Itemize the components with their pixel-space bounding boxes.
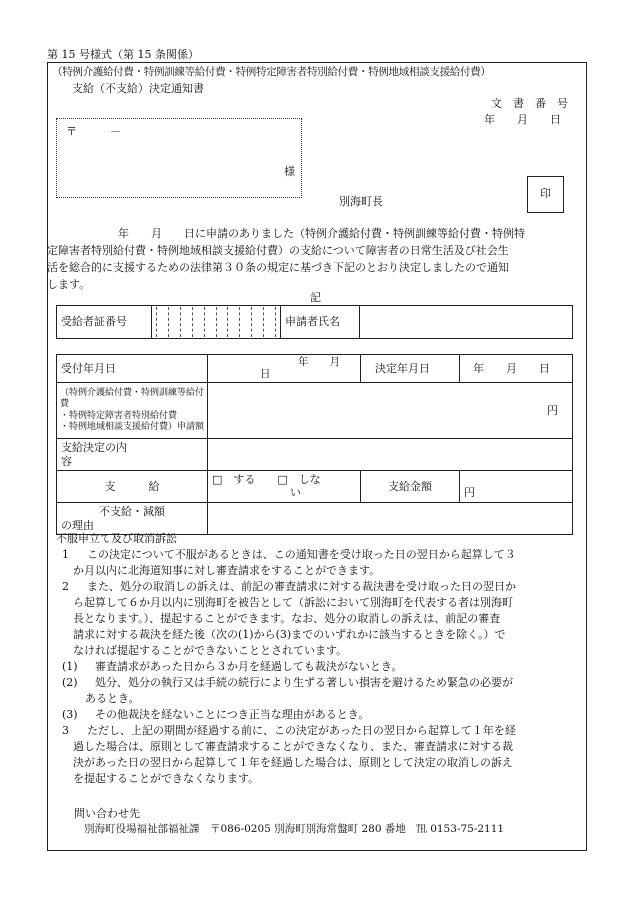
recipient-table <box>56 305 573 339</box>
appeal-item-line: 請求に対する裁決を経た後（次の(1)から(3)までのいずれかに該当するときを除く。）で <box>73 628 506 641</box>
intro-line-1: 年 月 日に申請のありました（特例介護給付費・特例訓練等給付費・特例特 <box>118 227 525 240</box>
seal-box <box>527 176 564 213</box>
contact-label: 問い合わせ先 <box>74 807 140 820</box>
appeal-item-num: 2 <box>62 580 69 593</box>
intro-line-3: 活を総合的に支援するための法律第３０条の規定に基づき下記のとおり決定しましたので通知 <box>47 261 509 274</box>
received-date-value-line1: 年 月 <box>298 356 341 368</box>
appeal-item-line: ら起算して６か月以内に別海町を被告として（訴訟において別海町を代表する者は別海町 <box>73 596 513 609</box>
intro-line-4: します。 <box>47 278 91 291</box>
reason-value <box>208 503 573 535</box>
ki-label: 記 <box>310 291 321 304</box>
appeal-item-line: を提起することができなくなります。 <box>73 772 260 785</box>
appeal-item-line: この決定について不服があるときは、この通知書を受け取った日の翌日から起算して３ <box>87 548 516 561</box>
payment-amount-value <box>460 471 573 503</box>
decision-content-value <box>208 439 573 471</box>
decision-content-label <box>57 439 208 471</box>
appeal-item-line: 決があった日の翌日から起算して１年を経過した場合は、原則として決定の取消しの訴え <box>73 756 513 769</box>
contact-detail: 別海町役場福祉部福祉課 〒086-0205 別海町別海常盤町 280 番地 ℡ 0153-75-2111 <box>84 823 505 835</box>
yen-unit-2: 円 <box>464 486 476 500</box>
amount-value <box>208 383 573 439</box>
reason-label <box>57 503 208 535</box>
received-date-value-line2: 日 <box>260 367 271 380</box>
received-date-label: 受付年月日 <box>57 355 208 383</box>
seal-label: 印 <box>540 187 551 200</box>
doc-number-label: 文 書 番 号 <box>491 97 568 110</box>
recipient-id-label: 受給者証番号 <box>57 306 152 339</box>
reason-label-line2: の理由 <box>61 518 94 532</box>
amount-label-line3: ・特例特定障害者特別給付費 <box>60 410 178 421</box>
payment-option-line2: い <box>290 485 302 499</box>
recipient-id-cells <box>152 306 281 339</box>
applicant-name-label: 申請者氏名 <box>281 306 360 339</box>
appeal-item-line: 処分、処分の執行又は手続の続行により生ずる著しい損害を避けるため緊急の必要が <box>95 676 513 689</box>
postal-mark: 〒 － <box>66 125 121 138</box>
appeal-item-line: 審査請求があった日から３か月を経過しても裁決がないとき。 <box>95 660 403 673</box>
issue-date-label: 年 月 日 <box>484 113 561 126</box>
payment-option-line1: □ する □ しな <box>212 472 321 486</box>
appeal-item-num: (2) <box>62 676 78 689</box>
amount-label-line1: （特例介護給付費・特例訓練等給付 <box>60 388 205 399</box>
received-date-value <box>208 355 361 383</box>
decision-content-label-line1: 支給決定の内 <box>61 441 127 455</box>
issuer: 別海町長 <box>339 195 383 208</box>
appeal-item-num: 3 <box>62 724 69 737</box>
reason-label-line1: 不支給・減額 <box>99 505 165 519</box>
benefit-types-heading: （特例介護給付費・特例訓練等給付費・特例特定障害者特別給付費・特例地域相談支援給付費） <box>52 66 491 78</box>
notice-title: 支給（不支給）決定通知書 <box>72 82 204 95</box>
payment-options[interactable] <box>208 471 361 503</box>
appeal-item-line: ただし、上記の期間が経過する前に、この決定があった日の翌日から起算して１年を経 <box>87 724 516 737</box>
appeal-item-num: 1 <box>62 548 69 561</box>
intro-line-2: 定障害者特別給付費・特例地域相談支援給付費）の支給について障害者の日常生活及び社会生 <box>47 244 509 257</box>
amount-label-line2: 費 <box>60 399 70 410</box>
form-number: 第 15 号様式（第 15 条関係） <box>47 48 199 61</box>
appeal-heading: 不服申立て及び取消訴訟 <box>56 532 177 545</box>
amount-label <box>57 383 208 439</box>
appeal-item-line: あるとき。 <box>85 692 140 705</box>
yen-unit: 円 <box>547 403 558 417</box>
payment-label: 支 給 <box>57 471 208 503</box>
decision-table <box>56 354 573 535</box>
appeal-item-num: (1) <box>62 660 78 673</box>
decision-date-label: 決定年月日 <box>361 355 460 383</box>
payment-amount-label: 支給金額 <box>361 471 460 503</box>
appeal-item-line: なければ提起することができないこととされています。 <box>73 644 348 657</box>
appeal-item-line: その他裁決を経ないことにつき正当な理由があるとき。 <box>95 708 370 721</box>
appeal-item-line: また、処分の取消しの訴えは、前記の審査請求に対する裁決書を受け取った日の翌日か <box>87 580 516 593</box>
amount-label-line4: ・特例地域相談支援給付費）申請額 <box>60 421 205 432</box>
decision-date-value: 年 月 日 <box>460 355 573 383</box>
appeal-item-num: (3) <box>62 708 78 721</box>
appeal-item-line: 過した場合は、原則として審査請求することができなくなり、また、審査請求に対する裁 <box>73 740 513 753</box>
appeal-item-line: か月以内に北海道知事に対し審査請求をすることができます。 <box>73 564 381 577</box>
appeal-item-line: 長となります。）、提起することができます。なお、処分の取消しの訴えは、前記の審査 <box>73 612 501 625</box>
decision-content-label-line2: 容 <box>61 454 72 468</box>
honorific: 様 <box>284 165 295 178</box>
applicant-name-value <box>360 306 573 339</box>
